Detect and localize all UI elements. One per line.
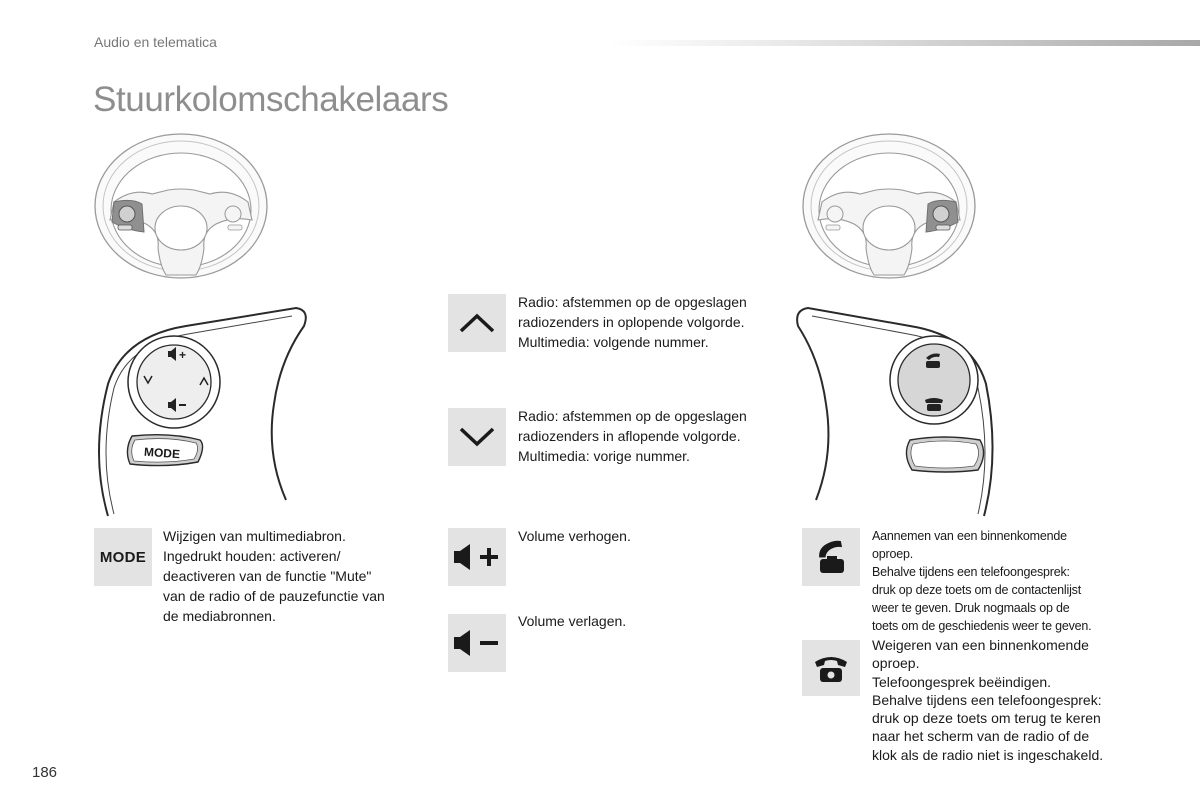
header-bar [608, 40, 1200, 46]
chevron-up-icon [448, 294, 506, 352]
phone-hangup-icon [802, 640, 860, 696]
chevron-down-icon [448, 408, 506, 466]
answer-description: Aannemen van een binnenkomende oproep. Behalve tijdens een telefoongesprek: druk op deze toets om de contactenlijst weer te geven. Druk nogmaals op de toets om de geschiedenis weer te geven. [872, 529, 1092, 633]
right-switch-closeup [796, 304, 1000, 520]
left-switch-closeup [96, 304, 310, 520]
mode-icon-label: MODE [99, 548, 147, 566]
phone-pickup-icon [802, 528, 860, 586]
volume-down-icon [448, 614, 506, 672]
section-label: Audio en telematica [94, 34, 217, 50]
svg-text:+: + [179, 348, 187, 362]
mode-icon [94, 528, 152, 586]
page-title: Stuurkolomschakelaars [93, 80, 449, 119]
steering-wheel-left-icon [92, 132, 270, 280]
hangup-description: Weigeren van een binnenkomende oproep. Telefoongesprek beëindigen. Behalve tijdens een telefoongesprek: druk op deze toets om terug te keren naar het scherm van de radio of de klok als de radio niet is ingeschakeld. [872, 637, 1104, 763]
volume-down-description: Volume verlagen. [518, 613, 627, 629]
mode-switch-label: MODE [143, 444, 181, 462]
down-description: Radio: afstemmen op de opgeslagen radiozenders in aflopende volgorde. Multimedia: vorige nummer. [518, 408, 747, 464]
mode-description: Wijzigen van multimediabron. Ingedrukt houden: activeren/ deactiveren van de functie "Mute" van de radio of de pauzefunctie van de mediabronnen. [163, 528, 385, 624]
volume-up-description: Volume verhogen. [518, 528, 631, 544]
phone-hangup-symbol [925, 398, 943, 411]
up-description: Radio: afstemmen op de opgeslagen radiozenders in oplopende volgorde. Multimedia: volgende nummer. [518, 294, 747, 350]
steering-wheel-right-icon [800, 132, 978, 280]
page-number: 186 [32, 764, 58, 781]
volume-up-icon [448, 528, 506, 586]
